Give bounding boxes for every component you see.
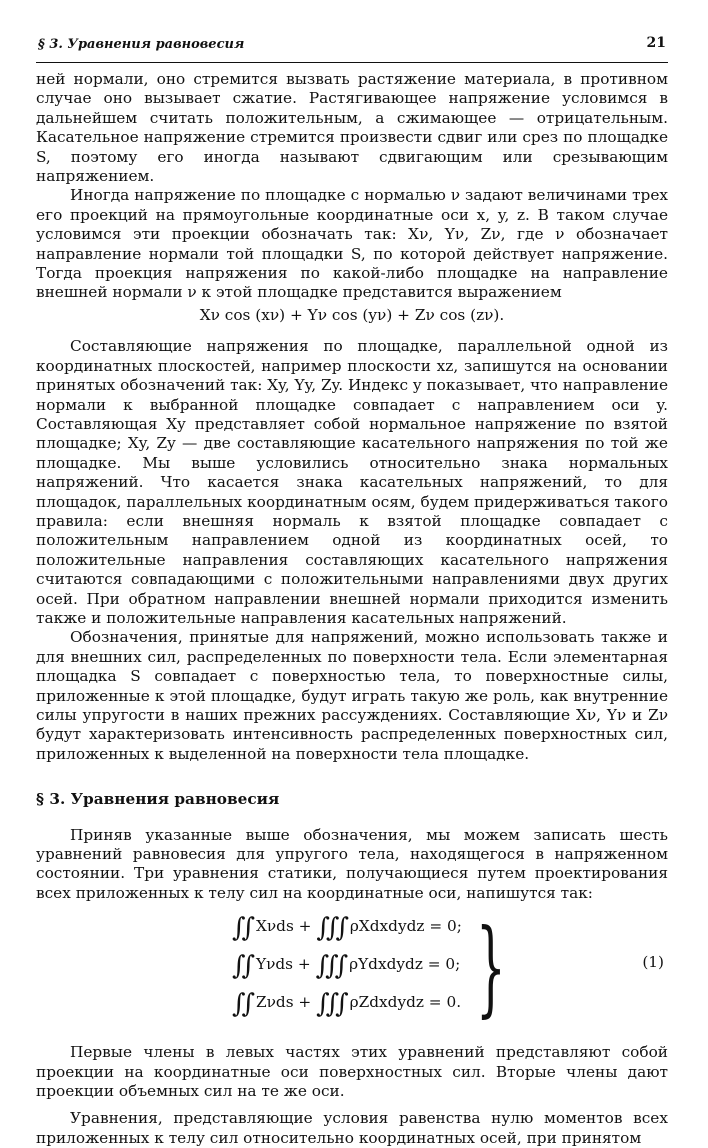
paragraph-4: Обозначения, принятые для напряжений, можно использовать также и для внешних сил, распределенных по поверхности тела. Если элементарная площадка S совпадает с поверхностью тела, то поверхностные силы, приложенные к этой площадке, будут играть такую же роль, как внутренние силы упругости в наших прежних рассуждениях. Составляющие Xν, Yν и Zν будут характеризовать интенсивность распределенных поверхностных сил, приложенных к выделенной на поверхности тела площадке. (36, 628, 668, 763)
volume-term: ρZdxdydz = 0. (349, 993, 462, 1012)
triple-integral: ∫∫∫ (316, 989, 345, 1020)
equation-system (36, 907, 668, 1035)
page-body (36, 70, 668, 1148)
triple-integral: ∫∫∫ (315, 951, 345, 982)
equation-number: (1) (642, 953, 664, 972)
paragraph-2: Иногда напряжение по площадке с нормалью ν задают величинами трех его проекций на прямоугольные координатные оси x, y, z. В таком случае условимся эти проекции обозначать так: Xν, Yν, Zν, где ν обозначает направление нормали той площадки S, по которой действует напряжение. Тогда проекция напряжения по какой-либо площадке на направление внешней нормали ν к этой площадке представится выражением (36, 186, 668, 302)
volume-term: ρYdxdydz = 0; (349, 955, 461, 974)
equation-3 (232, 983, 462, 1021)
paragraph-5: Приняв указанные выше обозначения, мы можем записать шесть уравнений равновесия для упругого тела, находящегося в напряженном состоянии. Три уравнения статики, получающиеся путем проектирования всех приложенных к телу сил на координатные оси, напишутся так: (36, 825, 668, 902)
double-integral: ∫∫ (232, 913, 252, 944)
double-integral: ∫∫ (232, 951, 252, 982)
header-rule (36, 62, 668, 63)
surface-term: Yνds + (255, 955, 311, 974)
surface-term: Zνds + (255, 993, 312, 1012)
formula-projection: Xν cos (xν) + Yν cos (yν) + Zν cos (zν). (199, 305, 505, 324)
paragraph-3: Составляющие напряжения по площадке, параллельной одной из координатных плоскостей, например плоскости xz, запишутся на основании принятых обозначений так: Xy, Yy, Zy. Индекс y показывает, что направление нормали к выбранной площадке совпадает с направлением оси y. Составляющая Xy представляет собой нормальное напряжение по взятой площадке; Xy, Zy — две составляющие касательного напряжения по той же площадке. Мы выше условились относительно знака нормальных напряжений. Что касается знака касательных напряжений, то для площадок, параллельных координатным осям, будем придерживаться такого правила: если внешняя нормаль к взятой площадке совпадает с положительным направлением одной из координатных осей, то положительные направления составляющих касательного напряжения считаются совпадающими с положительными направлениями двух других осей. При обратном направлении внешней нормали приходится изменить также и положительные направления касательных напряжений. (36, 337, 668, 627)
paragraph-7: Уравнения, представляющие условия равенства нулю моментов всех приложенных к телу сил относительно координатных осей, при принятом (36, 1109, 668, 1147)
equation-1 (232, 907, 462, 945)
equation-2 (232, 945, 462, 983)
paragraph-1: ней нормали, оно стремится вызвать растяжение материала, в противном случае оно вызывает сжатие. Растягивающее напряжение условимся в дальнейшем считать положительным, а сжимающее — отрицательным. Касательное напряжение стремится произвести сдвиг или срез по площадке S, поэтому его иногда называют сдвигающим или срезывающим напряжением. (36, 70, 668, 186)
surface-term: Xνds + (255, 917, 312, 936)
paragraph-6: Первые члены в левых частях этих уравнений представляют собой проекции на координатные оси поверхностных сил. Вторые члены дают проекции объемных сил на те же оси. (36, 1043, 668, 1101)
page-number: 21 (646, 35, 666, 51)
section-heading: § 3. Уравнения равновесия (36, 790, 280, 809)
equation-brace: } (476, 906, 506, 1029)
triple-integral: ∫∫∫ (316, 913, 345, 944)
double-integral: ∫∫ (232, 989, 252, 1020)
volume-term: ρXdxdydz = 0; (349, 917, 462, 936)
running-title: § 3. Уравнения равновесия (38, 37, 245, 52)
